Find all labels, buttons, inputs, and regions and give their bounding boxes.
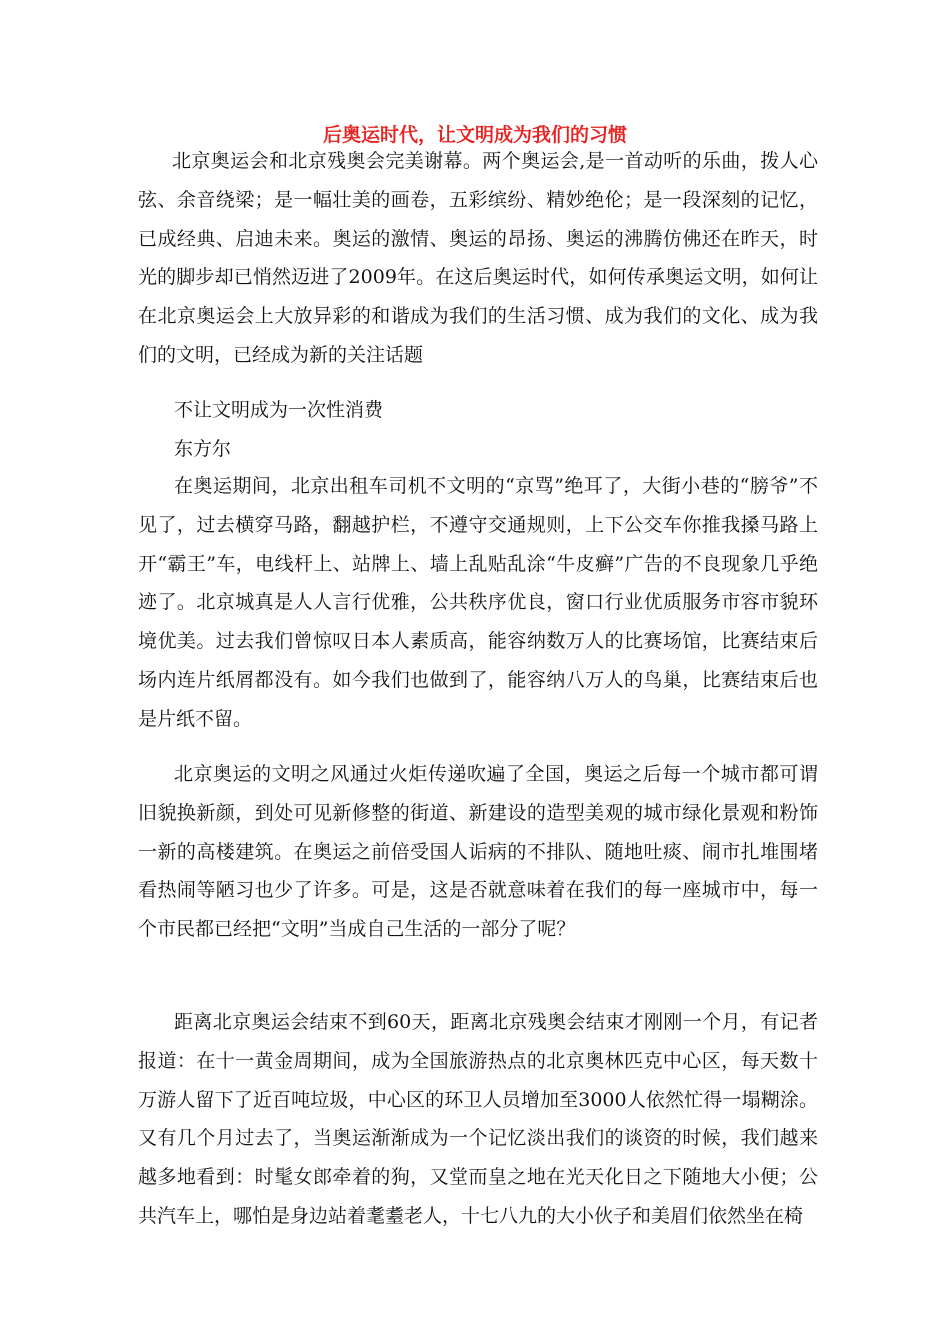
document-title: 后奥运时代，让文明成为我们的习惯 xyxy=(322,124,627,146)
body-paragraph: 距离北京奥运会结束不到60天，距离北京残奥会结束才刚刚一个月，有记者报道：在十一黄金周期间，成为全国旅游热点的北京奥林匹克中心区，每天数十万游人留下了近百吨垃圾，中心区的环卫人员增加至3000人依然忙得一塌糊涂。又有几个月过去了，当奥运渐渐成为一个记忆淡出我们的谈资的时候，我们越来越多地看到：时髦女郎牵着的狗，又堂而皇之地在光天化日之下随地大小便；公共汽车上，哪怕是身边站着耄耋老人，十七八九的大小伙子和美眉们依然坐在椅 xyxy=(138,1011,818,1227)
article-subtitle: 不让文明成为一次性消费 xyxy=(174,399,384,421)
intro-paragraph: 北京奥运会和北京残奥会完美谢幕。两个奥运会,是一首动听的乐曲，拨人心弦、余音绕梁；是一幅壮美的画卷，五彩缤纷、精妙绝伦；是一段深刻的记忆，已成经典、启迪未来。奥运的激情、奥运的昂扬、奥运的沸腾仿佛还在昨天，时光的脚步却已悄然迈进了2009年。在这后奥运时代，如何传承奥运文明，如何让在北京奥运会上大放异彩的和谐成为我们的生活习惯、成为我们的文化、成为我们的文明，已经成为新的关注话题 xyxy=(138,150,818,366)
article-author: 东方尔 xyxy=(174,438,232,460)
body-paragraph: 北京奥运的文明之风通过火炬传递吹遍了全国，奥运之后每一个城市都可谓旧貌换新颜，到处可见新修整的街道、新建设的造型美观的城市绿化景观和粉饰一新的高楼建筑。在奥运之前倍受国人诟病的不排队、随地吐痰、闹市扎堆围堵看热闹等陋习也少了许多。可是，这是否就意味着在我们的每一座城市中，每一个市民都已经把“文明”当成自己生活的一部分了呢？ xyxy=(138,763,818,941)
body-paragraph: 在奥运期间，北京出租车司机不文明的“京骂”绝耳了，大街小巷的“膀爷”不见了，过去横穿马路，翻越护栏，不遵守交通规则，上下公交车你推我搡马路上开“霸王”车，电线杆上、站牌上、墙上乱贴乱涂“牛皮癣”广告的不良现象几乎绝迹了。北京城真是人人言行优雅，公共秩序优良，窗口行业优质服务市容市貌环境优美。过去我们曾惊叹日本人素质高，能容纳数万人的比赛场馆，比赛结束后场内连片纸屑都没有。如今我们也做到了，能容纳八万人的鸟巢，比赛结束后也是片纸不留。 xyxy=(138,475,818,730)
